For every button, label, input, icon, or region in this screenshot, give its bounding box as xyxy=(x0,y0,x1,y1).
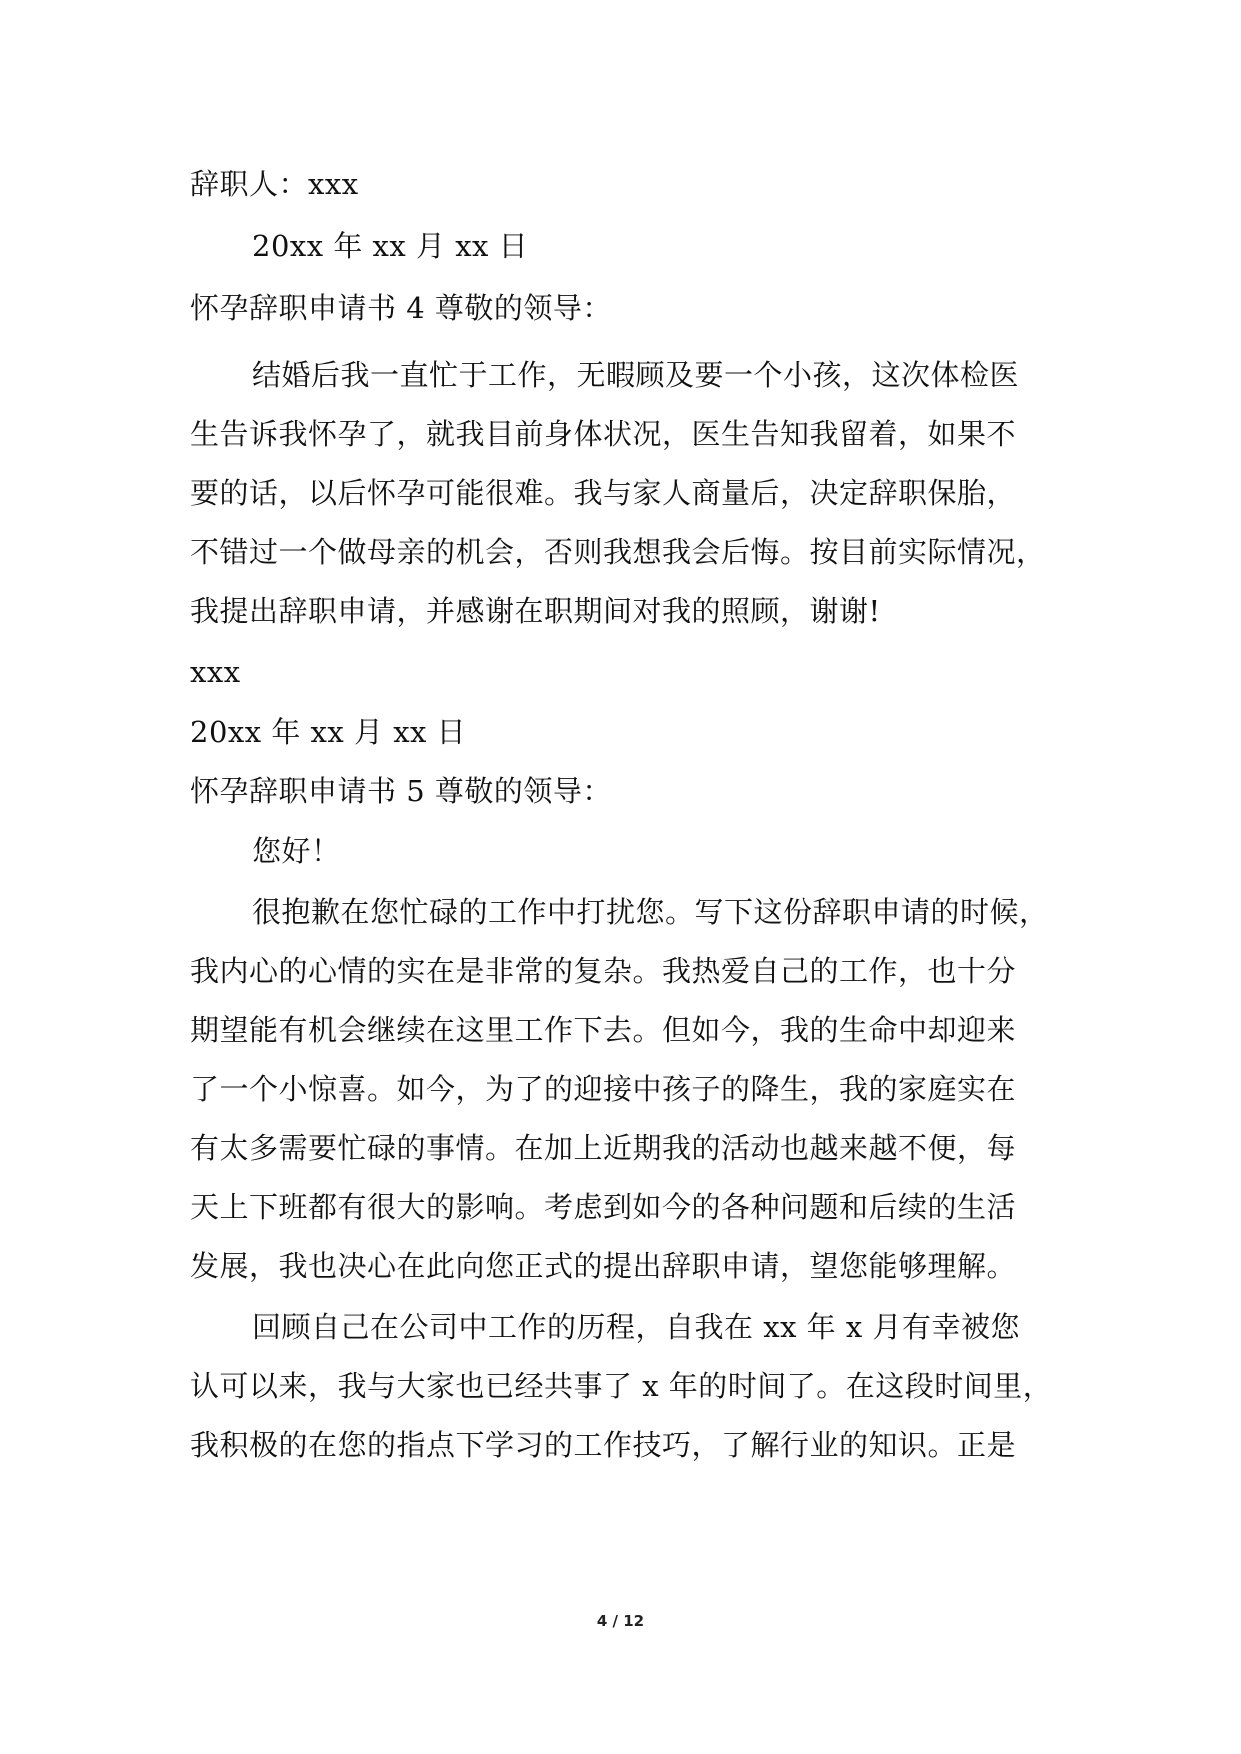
paragraph-line: 有太多需要忙碌的事情。在加上近期我的活动也越来越不便，每 xyxy=(190,1131,1017,1165)
heading-line: 怀孕辞职申请书 5 尊敬的领导： xyxy=(190,774,612,808)
signature-line: xxx xyxy=(190,655,241,689)
paragraph-line: 我内心的心情的实在是非常的复杂。我热爱自己的工作，也十分 xyxy=(190,954,1017,988)
paragraph-line: 不错过一个做母亲的机会，否则我想我会后悔。按目前实际情况， xyxy=(190,535,1046,569)
paragraph-line: 回顾自己在公司中工作的历程，自我在 xx 年 x 月有幸被您 xyxy=(252,1310,1020,1344)
heading-line: 怀孕辞职申请书 4 尊敬的领导： xyxy=(190,291,612,325)
paragraph-line: 要的话，以后怀孕可能很难。我与家人商量后，决定辞职保胎， xyxy=(190,476,1017,510)
paragraph-line: 了一个小惊喜。如今，为了的迎接中孩子的降生，我的家庭实在 xyxy=(190,1072,1017,1106)
paragraph-line: 结婚后我一直忙于工作，无暇顾及要一个小孩，这次体检医 xyxy=(252,358,1020,392)
paragraph-line: 认可以来，我与大家也已经共事了 x 年的时间了。在这段时间里， xyxy=(190,1369,1053,1403)
date-line: 20xx 年 xx 月 xx 日 xyxy=(252,229,529,263)
resigner-line: 辞职人：xxx xyxy=(190,167,359,201)
paragraph-line: 我积极的在您的指点下学习的工作技巧，了解行业的知识。正是 xyxy=(190,1428,1017,1462)
paragraph-line: 发展，我也决心在此向您正式的提出辞职申请，望您能够理解。 xyxy=(190,1249,1017,1283)
page-number: 4 / 12 xyxy=(596,1612,645,1630)
greeting-line: 您好！ xyxy=(252,834,341,868)
paragraph-line: 天上下班都有很大的影响。考虑到如今的各种问题和后续的生活 xyxy=(190,1190,1017,1224)
paragraph-line: 我提出辞职申请，并感谢在职期间对我的照顾，谢谢! xyxy=(190,594,881,628)
paragraph-line: 期望能有机会继续在这里工作下去。但如今，我的生命中却迎来 xyxy=(190,1013,1017,1047)
paragraph-line: 很抱歉在您忙碌的工作中打扰您。写下这份辞职申请的时候， xyxy=(252,895,1049,929)
paragraph-line: 生告诉我怀孕了，就我目前身体状况，医生告知我留着，如果不 xyxy=(190,417,1017,451)
date-line: 20xx 年 xx 月 xx 日 xyxy=(190,715,467,749)
